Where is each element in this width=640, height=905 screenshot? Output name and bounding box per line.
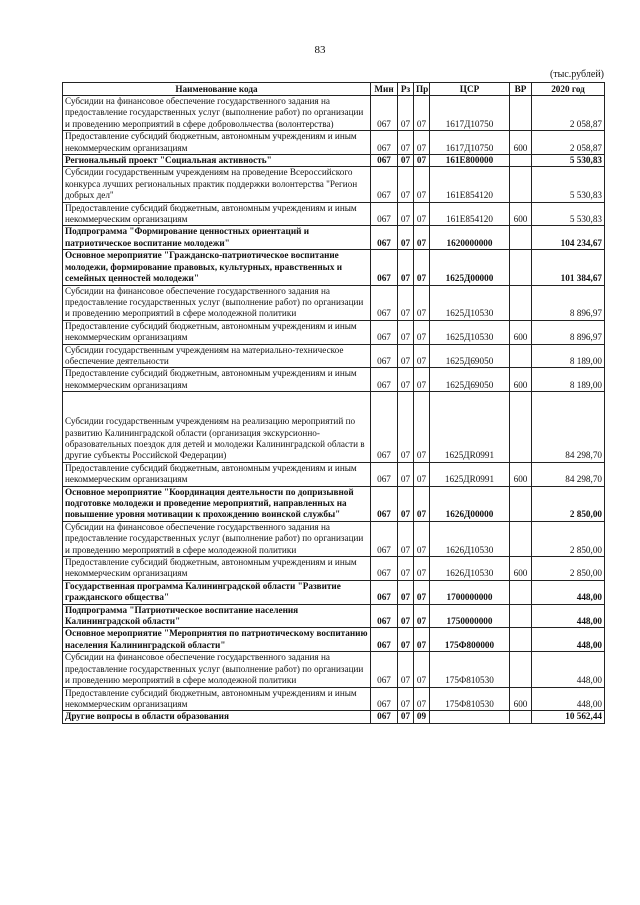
cell-csr: 1625Д10530 xyxy=(430,285,510,320)
cell-min: 067 xyxy=(371,711,398,723)
cell-vr xyxy=(510,226,532,250)
cell-min: 067 xyxy=(371,486,398,521)
cell-amount: 5 530,83 xyxy=(532,155,605,167)
cell-csr: 161Е800000 xyxy=(430,155,510,167)
cell-csr: 175Ф810530 xyxy=(430,687,510,711)
cell-rz: 07 xyxy=(398,462,414,486)
cell-vr xyxy=(510,344,532,368)
cell-amount: 448,00 xyxy=(532,628,605,652)
table-row xyxy=(63,368,605,392)
table-row xyxy=(63,486,605,521)
table-row xyxy=(63,167,605,202)
cell-csr: 1617Д10750 xyxy=(430,96,510,131)
table-row xyxy=(63,557,605,581)
table-row xyxy=(63,344,605,368)
cell-amount: 5 530,83 xyxy=(532,167,605,202)
cell-rz: 07 xyxy=(398,557,414,581)
cell-min: 067 xyxy=(371,462,398,486)
cell-min: 067 xyxy=(371,580,398,604)
cell-min: 067 xyxy=(371,285,398,320)
table-row xyxy=(63,285,605,320)
cell-csr: 161Е854120 xyxy=(430,202,510,226)
cell-amount: 101 384,67 xyxy=(532,250,605,285)
cell-min: 067 xyxy=(371,392,398,463)
cell-csr: 1625Д69050 xyxy=(430,344,510,368)
table-row xyxy=(63,226,605,250)
cell-min: 067 xyxy=(371,368,398,392)
cell-csr: 1617Д10750 xyxy=(430,131,510,155)
cell-csr: 1626Д10530 xyxy=(430,521,510,556)
table-row xyxy=(63,392,605,463)
header-name: Наименование кода xyxy=(63,83,371,96)
cell-amount: 2 058,87 xyxy=(532,131,605,155)
cell-pr: 07 xyxy=(414,580,430,604)
page-number: 83 xyxy=(314,44,326,56)
cell-vr xyxy=(510,250,532,285)
cell-csr: 1625Д10530 xyxy=(430,320,510,344)
cell-vr xyxy=(510,486,532,521)
cell-name: Предоставление субсидий бюджетным, автономным учреждениям и иным некоммерческим организациям xyxy=(63,687,371,711)
cell-csr: 1626Д10530 xyxy=(430,557,510,581)
table-row xyxy=(63,652,605,687)
table-row xyxy=(63,462,605,486)
cell-pr: 07 xyxy=(414,652,430,687)
cell-pr: 07 xyxy=(414,226,430,250)
cell-csr xyxy=(430,711,510,723)
cell-rz: 07 xyxy=(398,628,414,652)
cell-name: Основное мероприятие "Координация деятельности по допризывной подготовке молодежи и проведение мероприятий, направленных на повышение уровня мотивации к прохождению воинской службы" xyxy=(63,486,371,521)
cell-min: 067 xyxy=(371,687,398,711)
cell-rz: 07 xyxy=(398,320,414,344)
cell-amount: 2 058,87 xyxy=(532,96,605,131)
table-row xyxy=(63,131,605,155)
cell-pr: 07 xyxy=(414,167,430,202)
cell-pr: 07 xyxy=(414,604,430,628)
cell-amount: 448,00 xyxy=(532,604,605,628)
cell-min: 067 xyxy=(371,202,398,226)
table-row xyxy=(63,202,605,226)
cell-rz: 07 xyxy=(398,521,414,556)
cell-vr xyxy=(510,167,532,202)
cell-pr: 07 xyxy=(414,392,430,463)
cell-min: 067 xyxy=(371,604,398,628)
cell-pr: 07 xyxy=(414,368,430,392)
cell-amount: 8 189,00 xyxy=(532,368,605,392)
cell-pr: 07 xyxy=(414,521,430,556)
cell-csr: 175Ф800000 xyxy=(430,628,510,652)
cell-amount: 104 234,67 xyxy=(532,226,605,250)
cell-amount: 8 896,97 xyxy=(532,285,605,320)
cell-name: Предоставление субсидий бюджетным, автономным учреждениям и иным некоммерческим организациям xyxy=(63,462,371,486)
cell-amount: 2 850,00 xyxy=(532,521,605,556)
cell-pr: 07 xyxy=(414,344,430,368)
cell-min: 067 xyxy=(371,250,398,285)
table-row xyxy=(63,604,605,628)
cell-csr: 1700000000 xyxy=(430,580,510,604)
cell-min: 067 xyxy=(371,131,398,155)
cell-name: Предоставление субсидий бюджетным, автономным учреждениям и иным некоммерческим организациям xyxy=(63,131,371,155)
cell-rz: 07 xyxy=(398,226,414,250)
table-row xyxy=(63,96,605,131)
cell-name: Субсидии государственным учреждениям на материально-техническое обеспечение деятельности xyxy=(63,344,371,368)
header-vr: ВР xyxy=(510,83,532,96)
cell-name: Предоставление субсидий бюджетным, автономным учреждениям и иным некоммерческим организациям xyxy=(63,557,371,581)
cell-rz: 07 xyxy=(398,131,414,155)
table-row xyxy=(63,521,605,556)
table-row xyxy=(63,250,605,285)
cell-pr: 07 xyxy=(414,557,430,581)
cell-name: Субсидии государственным учреждениям на реализацию мероприятий по развитию Калининградской области (организация экскурсионно-образовательных поездок для детей и молодежи Калининградской области в другие субъекты Российской Федерации) xyxy=(63,392,371,463)
cell-vr: 600 xyxy=(510,462,532,486)
cell-amount: 84 298,70 xyxy=(532,392,605,463)
cell-amount: 8 896,97 xyxy=(532,320,605,344)
cell-vr: 600 xyxy=(510,557,532,581)
cell-vr xyxy=(510,580,532,604)
cell-csr: 1750000000 xyxy=(430,604,510,628)
cell-pr: 07 xyxy=(414,486,430,521)
cell-min: 067 xyxy=(371,226,398,250)
cell-name: Другие вопросы в области образования xyxy=(63,711,371,723)
cell-rz: 07 xyxy=(398,155,414,167)
cell-pr: 07 xyxy=(414,285,430,320)
cell-rz: 07 xyxy=(398,711,414,723)
header-rz: Рз xyxy=(398,83,414,96)
cell-pr: 07 xyxy=(414,250,430,285)
table-row xyxy=(63,628,605,652)
cell-vr: 600 xyxy=(510,202,532,226)
cell-csr: 161Е854120 xyxy=(430,167,510,202)
cell-vr xyxy=(510,285,532,320)
cell-rz: 07 xyxy=(398,344,414,368)
cell-min: 067 xyxy=(371,320,398,344)
cell-rz: 07 xyxy=(398,687,414,711)
cell-amount: 448,00 xyxy=(532,580,605,604)
cell-csr: 1625ДR0991 xyxy=(430,392,510,463)
cell-pr: 07 xyxy=(414,687,430,711)
cell-amount: 10 562,44 xyxy=(532,711,605,723)
cell-name: Основное мероприятие "Мероприятия по патриотическому воспитанию населения Калининградской области" xyxy=(63,628,371,652)
cell-csr: 175Ф810530 xyxy=(430,652,510,687)
cell-vr: 600 xyxy=(510,320,532,344)
cell-vr xyxy=(510,628,532,652)
cell-vr xyxy=(510,604,532,628)
cell-amount: 8 189,00 xyxy=(532,344,605,368)
cell-rz: 07 xyxy=(398,486,414,521)
cell-min: 067 xyxy=(371,521,398,556)
cell-amount: 448,00 xyxy=(532,687,605,711)
cell-rz: 07 xyxy=(398,604,414,628)
cell-vr xyxy=(510,652,532,687)
cell-csr: 1625ДR0991 xyxy=(430,462,510,486)
cell-name: Подпрограмма "Патриотическое воспитание населения Калининградской области" xyxy=(63,604,371,628)
cell-amount: 5 530,83 xyxy=(532,202,605,226)
cell-min: 067 xyxy=(371,628,398,652)
cell-amount: 448,00 xyxy=(532,652,605,687)
cell-vr: 600 xyxy=(510,368,532,392)
cell-name: Предоставление субсидий бюджетным, автономным учреждениям и иным некоммерческим организациям xyxy=(63,368,371,392)
cell-csr: 1625Д69050 xyxy=(430,368,510,392)
cell-min: 067 xyxy=(371,344,398,368)
cell-min: 067 xyxy=(371,167,398,202)
header-pr: Пр xyxy=(414,83,430,96)
cell-vr xyxy=(510,392,532,463)
cell-name: Субсидии на финансовое обеспечение государственного задания на предоставление государственных услуг (выполнение работ) по организации и проведению мероприятий в сфере молодежной политики xyxy=(63,285,371,320)
cell-pr: 07 xyxy=(414,462,430,486)
cell-rz: 07 xyxy=(398,96,414,131)
cell-amount: 84 298,70 xyxy=(532,462,605,486)
cell-name: Субсидии на финансовое обеспечение государственного задания на предоставление государственных услуг (выполнение работ) по организации и проведению мероприятий в сфере молодежной политики xyxy=(63,521,371,556)
cell-pr: 09 xyxy=(414,711,430,723)
cell-rz: 07 xyxy=(398,392,414,463)
table-header-row xyxy=(63,83,605,96)
budget-table xyxy=(62,82,605,724)
cell-rz: 07 xyxy=(398,652,414,687)
cell-name: Субсидии государственным учреждениям на проведение Всероссийского конкурса лучших региональных практик поддержки волонтерства "Регион добрых дел" xyxy=(63,167,371,202)
cell-vr xyxy=(510,96,532,131)
cell-vr xyxy=(510,521,532,556)
cell-min: 067 xyxy=(371,652,398,687)
cell-name: Государственная программа Калининградской области "Развитие гражданского общества" xyxy=(63,580,371,604)
header-min: Мин xyxy=(371,83,398,96)
cell-rz: 07 xyxy=(398,202,414,226)
cell-rz: 07 xyxy=(398,250,414,285)
cell-name: Предоставление субсидий бюджетным, автономным учреждениям и иным некоммерческим организациям xyxy=(63,320,371,344)
cell-pr: 07 xyxy=(414,96,430,131)
cell-rz: 07 xyxy=(398,580,414,604)
table-row xyxy=(63,687,605,711)
header-csr: ЦСР xyxy=(430,83,510,96)
cell-name: Предоставление субсидий бюджетным, автономным учреждениям и иным некоммерческим организациям xyxy=(63,202,371,226)
cell-rz: 07 xyxy=(398,285,414,320)
cell-rz: 07 xyxy=(398,167,414,202)
cell-amount: 2 850,00 xyxy=(532,557,605,581)
cell-vr: 600 xyxy=(510,687,532,711)
cell-name: Субсидии на финансовое обеспечение государственного задания на предоставление государственных услуг (выполнение работ) по организации и проведению мероприятий в сфере молодежной политики xyxy=(63,652,371,687)
table-row xyxy=(63,155,605,167)
table-row xyxy=(63,711,605,723)
cell-pr: 07 xyxy=(414,202,430,226)
cell-vr: 600 xyxy=(510,131,532,155)
cell-min: 067 xyxy=(371,96,398,131)
cell-vr xyxy=(510,155,532,167)
cell-rz: 07 xyxy=(398,368,414,392)
cell-name: Региональный проект "Социальная активность" xyxy=(63,155,371,167)
units-label: (тыс.рублей) xyxy=(549,69,604,80)
cell-csr: 1625Д00000 xyxy=(430,250,510,285)
cell-name: Подпрограмма "Формирование ценностных ориентаций и патриотическое воспитание молодежи" xyxy=(63,226,371,250)
table-row xyxy=(63,580,605,604)
cell-name: Субсидии на финансовое обеспечение государственного задания на предоставление государственных услуг (выполнение работ) по организации и проведению мероприятий в сфере добровольчества (волонтерства) xyxy=(63,96,371,131)
cell-amount: 2 850,00 xyxy=(532,486,605,521)
cell-min: 067 xyxy=(371,155,398,167)
header-year: 2020 год xyxy=(532,83,605,96)
cell-csr: 1626Д00000 xyxy=(430,486,510,521)
cell-vr xyxy=(510,711,532,723)
cell-name: Основное мероприятие "Гражданско-патриотическое воспитание молодежи, формирование правовых, культурных, нравственных и семейных ценностей молодежи" xyxy=(63,250,371,285)
table-row xyxy=(63,320,605,344)
cell-pr: 07 xyxy=(414,320,430,344)
cell-pr: 07 xyxy=(414,155,430,167)
table-body xyxy=(63,96,605,724)
cell-pr: 07 xyxy=(414,628,430,652)
cell-min: 067 xyxy=(371,557,398,581)
cell-csr: 1620000000 xyxy=(430,226,510,250)
cell-pr: 07 xyxy=(414,131,430,155)
